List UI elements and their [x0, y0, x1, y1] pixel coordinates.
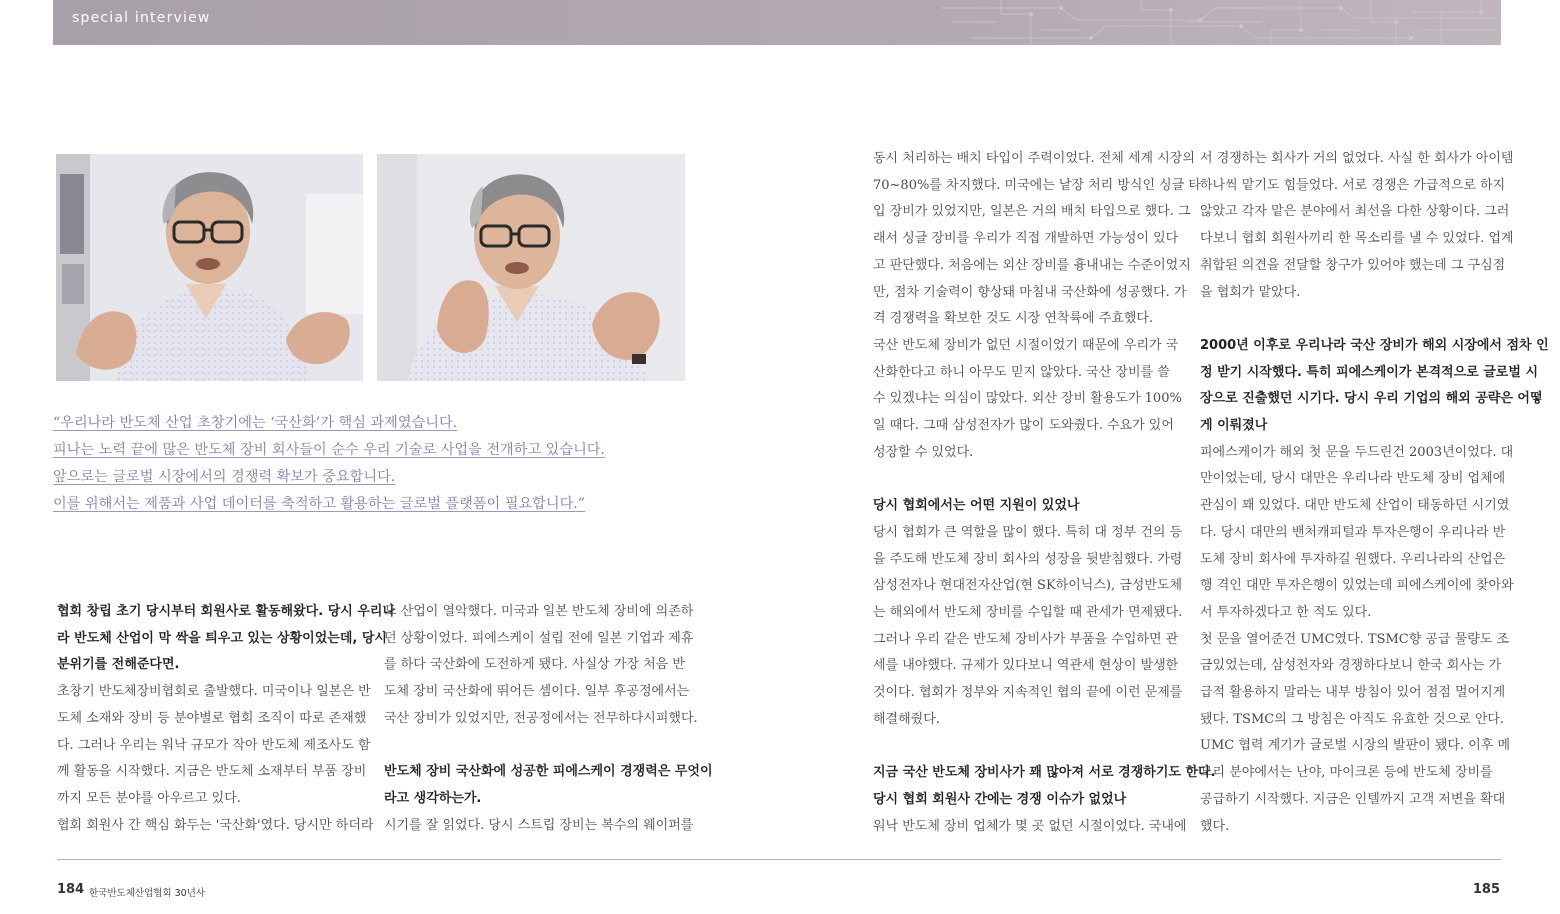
answer-text-line: 됐다. TSMC의 그 방침은 아직도 유효한 것으로 안다.: [1200, 711, 1505, 727]
answer-text-line: 70~80%를 차지했다. 미국에는 낱장 처리 방식인 싱글 타: [873, 177, 1201, 193]
interview-question-line: 정 받기 시작했다. 특히 피에스케이가 본격적으로 글로벌 시: [1200, 364, 1539, 380]
interview-question-line: 협회 창립 초기 당시부터 회원사로 활동해왔다. 당시 우리나: [57, 604, 396, 619]
answer-text-line: 다. 그러나 우리는 워낙 규모가 작아 반도체 제조사도 함: [57, 737, 371, 753]
answer-text-line: 삼성전자나 현대전자산업(현 SK하이닉스), 금성반도체: [873, 578, 1183, 594]
answer-text-line: 도체 장비 국산화에 뛰어든 셈이다. 일부 후공정에서는: [384, 684, 690, 700]
section-label: special interview: [72, 10, 211, 26]
answer-text-line: 첫 문을 열어준건 UMC였다. TSMC향 공급 물량도 조: [1200, 631, 1510, 647]
answer-text-line: 산화한다고 하니 아무도 믿지 않았다. 국산 장비를 쓸: [873, 364, 1170, 380]
interview-question-line: 2000년 이후로 우리나라 국산 장비가 해외 시장에서 점차 인: [1200, 337, 1549, 353]
interview-question-line: 라고 생각하는가.: [384, 790, 482, 806]
interview-question-line: 게 이뤄졌나: [1200, 418, 1268, 434]
answer-text-line: 께 활동을 시작했다. 지금은 반도체 소재부터 부품 장비: [57, 764, 367, 780]
answer-text-line: 않았고 각자 맡은 분야에서 최선을 다한 상황이다. 그러: [1200, 204, 1510, 220]
pull-quote-line: 이를 위해서는 제품과 사업 데이터를 축적하고 활용하는 글로벌 플랫폼이 필요합니다.”: [53, 496, 586, 512]
page-number-right: 185: [1472, 882, 1500, 897]
answer-text-line: 서 경쟁하는 회사가 거의 없었다. 사실 한 회사가 아이템: [1200, 151, 1514, 166]
answer-text-line: 을 주도해 반도체 장비 회사의 성장을 뒷받침했다. 가령: [873, 551, 1183, 567]
interview-question-line: 분위기를 전해준다면.: [57, 657, 180, 673]
answer-text-line: UMC 협력 계기가 글로벌 시장의 발판이 됐다. 이후 메: [1200, 738, 1511, 754]
answer-text-line: 도체 소재와 장비 등 분야별로 협회 조직이 따로 존재했: [57, 710, 367, 726]
answer-text-line: 수 있겠냐는 의심이 많았다. 외산 장비 활용도가 100%: [873, 391, 1182, 407]
interview-photo-2: [377, 154, 685, 381]
circuit-pattern-icon: [941, 0, 1501, 45]
answer-text-line: 성장할 수 있었다.: [873, 444, 974, 460]
interview-question-line: 반도체 장비 국산화에 성공한 피에스케이 경쟁력은 무엇이: [384, 764, 713, 780]
answer-text-line: 것이다. 협회가 정부와 지속적인 협의 끝에 이런 문제를: [873, 685, 1183, 701]
answer-text-line: 해결해줬다.: [873, 711, 940, 727]
answer-text-line: 행 격인 대만 투자은행이 있었는데 피에스케이에 찾아와: [1200, 578, 1514, 594]
answer-text-line: 까지 모든 분야를 아우르고 있다.: [57, 790, 241, 806]
answer-text-line: 입 장비가 있었지만, 일본은 거의 배치 타입으로 했다. 그: [873, 204, 1191, 220]
answer-text-line: 협회 회원사 간 핵심 화두는 '국산화'였다. 당시만 하더라: [57, 817, 374, 833]
answer-text-line: 했다.: [1200, 818, 1230, 834]
answer-text-line: 던 상황이었다. 피에스케이 설립 전에 일본 기업과 제휴: [384, 630, 694, 646]
answer-text-line: 피에스케이가 해외 첫 문을 두드린건 2003년이었다. 대: [1200, 444, 1514, 460]
interview-question-line: 당시 협회에서는 어떤 지원이 있었나: [873, 498, 1080, 514]
answer-text-line: 세를 내야했다. 규제가 있다보니 역관세 현상이 발생한: [873, 658, 1179, 674]
answer-text-line: 고 판단했다. 처음에는 외산 장비를 흉내내는 수준이었지: [873, 257, 1191, 273]
page-number-left: 184: [57, 882, 85, 897]
interview-question-line: 라 반도체 산업이 막 싹을 틔우고 있는 상황이었는데, 당시: [57, 630, 387, 646]
answer-text-line: 모리 분야에서는 난야, 마이크론 등에 반도체 장비를: [1200, 765, 1493, 781]
publication-name: 한국반도체산업협회 30년사: [89, 888, 206, 899]
pull-quote-line: 피나는 노력 끝에 많은 반도체 장비 회사들이 순수 우리 기술로 사업을 전개하고 있습니다.: [53, 442, 606, 458]
answer-text-line: 급적 활용하지 말라는 내부 방침이 있어 점점 멀어지게: [1200, 685, 1506, 701]
answer-text-line: 일 때다. 그때 삼성전자가 많이 도와줬다. 수요가 있어: [873, 418, 1174, 434]
pull-quote-line: 앞으로는 글로벌 시장에서의 경쟁력 확보가 중요합니다.: [53, 469, 396, 485]
answer-text-line: 하나씩 맡기도 힘들었다. 서로 경쟁은 가급적으로 하지: [1200, 177, 1506, 193]
answer-text-line: 당시 협회가 큰 역할을 많이 했다. 특히 대 정부 건의 등: [873, 524, 1183, 540]
answer-text-line: 다. 당시 대만의 밴처캐피털과 투자은행이 우리나라 반: [1200, 524, 1506, 540]
answer-text-line: 그러나 우리 같은 반도체 장비사가 부품을 수입하면 관: [873, 631, 1179, 647]
interview-question-line: 지금 국산 반도체 장비사가 꽤 많아져 서로 경쟁하기도 한다.: [873, 765, 1216, 781]
answer-text-line: 동시 처리하는 배치 타입이 주력이었다. 전체 세계 시장의: [873, 151, 1195, 166]
answer-text-line: 공급하기 시작했다. 지금은 인텔까지 고객 저변을 확대: [1200, 791, 1506, 807]
answer-text-line: 도체 장비 회사에 투자하길 원했다. 우리나라의 산업은: [1200, 551, 1506, 567]
answer-text-line: 격 경쟁력을 확보한 것도 시장 연착륙에 주효했다.: [873, 311, 1154, 327]
answer-text-line: 취합된 의견을 전달할 창구가 있어야 했는데 그 구심점: [1200, 257, 1506, 273]
pull-quote: [53, 410, 703, 518]
header-bar: [53, 0, 1501, 45]
answer-text-line: 를 하다 국산화에 도전하게 됐다. 사실상 가장 처음 반: [384, 657, 685, 673]
interview-photo-1: [56, 154, 363, 381]
paragraph-gap: [873, 733, 1216, 760]
answer-text-line: 시기를 잘 읽었다. 당시 스트립 장비는 복수의 웨이퍼를: [384, 817, 694, 833]
answer-text-line: 을 협회가 맡았다.: [1200, 284, 1301, 300]
article-column-3: [873, 146, 1216, 840]
article-column-1: [57, 599, 395, 839]
paragraph-gap: [873, 466, 1216, 493]
answer-text-line: 초창기 반도체장비협회로 출발했다. 미국이나 일본은 반: [57, 684, 371, 700]
answer-text-line: 서 투자하겠다고 한 적도 있다.: [1200, 604, 1372, 620]
answer-text-line: 만, 점차 기술력이 향상돼 마침내 국산화에 성공했다. 가: [873, 284, 1187, 300]
interview-question-line: 당시 협회 회원사 간에는 경쟁 이슈가 없었나: [873, 791, 1127, 807]
answer-text-line: 관심이 꽤 있었다. 대만 반도체 산업이 태동하던 시기였: [1200, 498, 1510, 514]
answer-text-line: 다보니 협회 회원사끼리 한 목소리를 낼 수 있었다. 업계: [1200, 231, 1514, 247]
answer-text-line: 만이었는데, 당시 대만은 우리나라 반도체 장비 업체에: [1200, 471, 1506, 487]
interview-question-line: 장으로 진출했던 시기다. 당시 우리 기업의 해외 공략은 어떻: [1200, 391, 1543, 407]
paragraph-gap: [1200, 306, 1549, 333]
answer-text-line: 래서 싱글 장비를 우리가 직접 개발하면 가능성이 있다: [873, 231, 1179, 247]
article-column-2: [384, 599, 713, 839]
pull-quote-line: “우리나라 반도체 산업 초창기에는 ‘국산화’가 핵심 과제였습니다.: [53, 415, 458, 431]
answer-text-line: 국산 장비가 있었지만, 전공정에서는 전무하다시피했다.: [384, 710, 698, 726]
answer-text-line: 국산 반도체 장비가 없던 시절이었기 때문에 우리가 국: [873, 337, 1179, 353]
paragraph-gap: [384, 733, 713, 760]
answer-text-line: 는 해외에서 반도체 장비를 수입할 때 관세가 면제됐다.: [873, 604, 1183, 620]
answer-text-line: 워낙 반도체 장비 업체가 몇 곳 없던 시절이었다. 국내에: [873, 818, 1187, 834]
answer-text-line: 금있었는데, 삼성전자와 경쟁하다보니 한국 회사는 가: [1200, 658, 1502, 674]
answer-text-line: 도 산업이 열악했다. 미국과 일본 반도체 장비에 의존하: [384, 604, 694, 619]
footer-rule: [57, 859, 1501, 860]
article-column-4: [1200, 146, 1549, 840]
